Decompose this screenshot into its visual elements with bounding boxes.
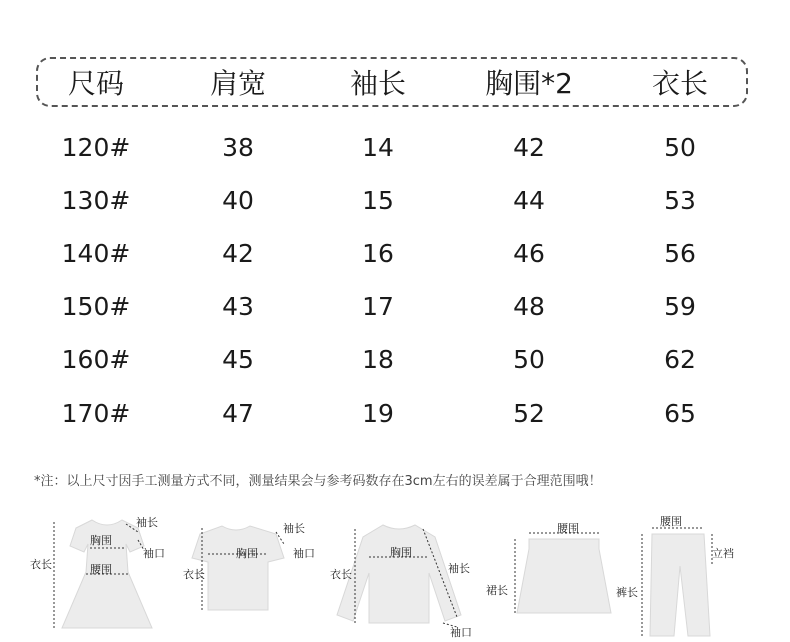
cell-chest: 42 [513, 133, 545, 162]
cell-length: 53 [664, 186, 696, 215]
cell-size: 140# [61, 239, 131, 268]
cell-length: 65 [664, 399, 696, 428]
cell-shoulder: 40 [222, 186, 254, 215]
pants-illustration [630, 518, 750, 640]
cell-size: 130# [61, 186, 131, 215]
cell-chest: 46 [513, 239, 545, 268]
cell-sleeve: 14 [362, 133, 394, 162]
sweater-sleeve-label: 袖长 [448, 562, 470, 575]
cell-sleeve: 15 [362, 186, 394, 215]
cell-length: 59 [664, 292, 696, 321]
pants-rise-label: 立裆 [712, 547, 734, 560]
cell-sleeve: 17 [362, 292, 394, 321]
cell-shoulder: 38 [222, 133, 254, 162]
header-size: 尺码 [67, 67, 124, 100]
tshirt-cuff-label: 袖口 [293, 547, 315, 560]
skirt-waist-label: 腰围 [557, 522, 579, 535]
sweater-cuff-label: 袖口 [450, 626, 472, 639]
cell-chest: 52 [513, 399, 545, 428]
pants-waist-label: 腰围 [660, 515, 682, 528]
cell-shoulder: 47 [222, 399, 254, 428]
dress-sleeve-label: 袖长 [136, 516, 158, 529]
cell-shoulder: 45 [222, 345, 254, 374]
dress-waist-label: 腰围 [90, 563, 112, 576]
sweater-chest-label: 胸围 [390, 546, 412, 559]
measurement-note: *注：以上尺寸因手工测量方式不同，测量结果会与参考码数存在3cm左右的误差属于合理范围哦！ [34, 474, 602, 489]
cell-chest: 50 [513, 345, 545, 374]
tshirt-length-label: 衣长 [183, 568, 205, 581]
header-shoulder: 肩宽 [209, 67, 266, 100]
cell-size: 160# [61, 345, 131, 374]
header-length: 衣长 [651, 67, 708, 100]
cell-length: 50 [664, 133, 696, 162]
cell-size: 150# [61, 292, 131, 321]
header-sleeve: 袖长 [349, 67, 406, 100]
cell-shoulder: 43 [222, 292, 254, 321]
tshirt-chest-label: 胸围 [236, 547, 258, 560]
dress-length-label: 衣长 [30, 558, 52, 571]
dress-cuff-label: 袖口 [143, 547, 165, 560]
cell-sleeve: 18 [362, 345, 394, 374]
tshirt-sleeve-label: 袖长 [283, 522, 305, 535]
dress-chest-label: 胸围 [90, 534, 112, 547]
header-chest: 胸围*2 [485, 67, 573, 100]
cell-size: 170# [61, 399, 131, 428]
cell-length: 56 [664, 239, 696, 268]
cell-chest: 44 [513, 186, 545, 215]
cell-sleeve: 16 [362, 239, 394, 268]
pants-length-label: 裤长 [616, 586, 638, 599]
skirt-length-label: 裙长 [486, 584, 508, 597]
sweater-length-label: 衣长 [330, 568, 352, 581]
cell-length: 62 [664, 345, 696, 374]
cell-size: 120# [61, 133, 131, 162]
cell-sleeve: 19 [362, 399, 394, 428]
cell-chest: 48 [513, 292, 545, 321]
skirt-illustration [505, 525, 620, 620]
cell-shoulder: 42 [222, 239, 254, 268]
